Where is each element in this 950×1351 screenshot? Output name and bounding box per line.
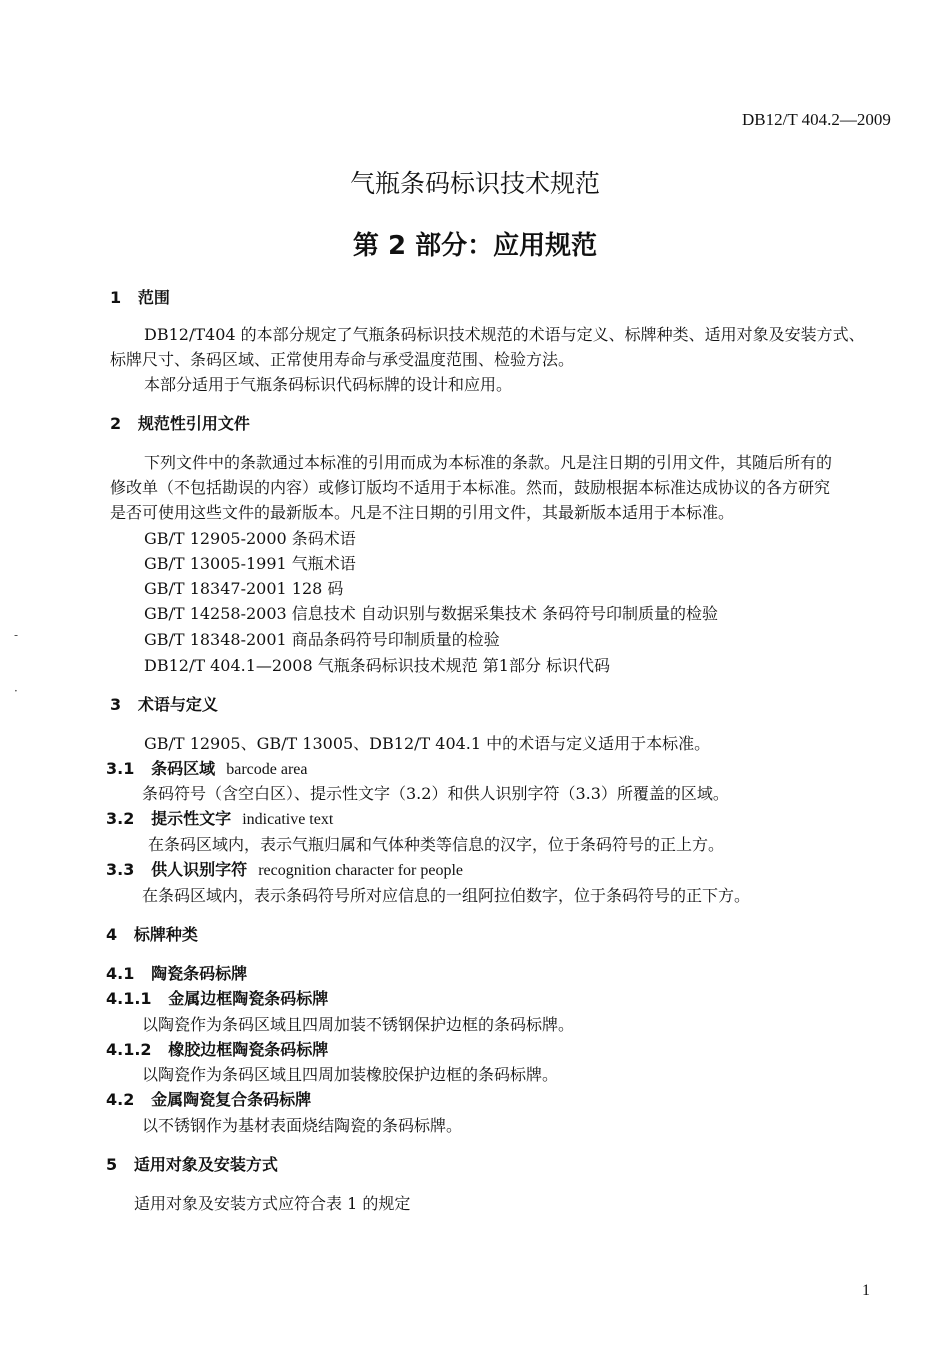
section-title: 规范性引用文件 (137, 414, 250, 433)
section-5-heading (106, 1152, 278, 1175)
document-subtitle: 第 2 部分：应用规范 (352, 231, 598, 261)
reference-item: GB/T 18347-2001 128 码 (144, 579, 344, 598)
subsection-title: 陶瓷条码标牌 (151, 964, 248, 983)
subsection-number: 3.3 (106, 860, 135, 879)
term-english: recognition character for people (258, 862, 463, 879)
subsection-number: 4.1.1 (106, 989, 152, 1008)
reference-item: GB/T 12905-2000 条码术语 (144, 529, 356, 548)
term: 条码区域 (151, 759, 216, 778)
scan-speck: - (14, 628, 19, 642)
reference-item: GB/T 13005-1991 气瓶术语 (144, 554, 356, 573)
section-title: 术语与定义 (137, 695, 218, 714)
reference-item: DB12/T 404.1—2008 气瓶条码标识技术规范 第1部分 标识代码 (144, 656, 611, 675)
paragraph-line: DB12/T404 的本部分规定了气瓶条码标识技术规范的术语与定义、标牌种类、适用对象及安装方式、 (144, 325, 865, 344)
subsection-title: 金属陶瓷复合条码标牌 (151, 1090, 312, 1109)
subsection-3-1-heading (106, 756, 307, 779)
section-number: 4 (106, 925, 118, 944)
subsection-number: 4.2 (106, 1090, 135, 1109)
section-number: 1 (110, 288, 122, 307)
section-number: 3 (110, 695, 122, 714)
subsection-number: 3.2 (106, 809, 135, 828)
section-3-heading (110, 692, 218, 715)
subsection-4-1-1-heading (106, 986, 328, 1009)
definition: 以陶瓷作为条码区域且四周加装不锈钢保护边框的条码标牌。 (142, 1015, 575, 1034)
reference-item: GB/T 14258-2003 信息技术 自动识别与数据采集技术 条码符号印制质量的检验 (144, 604, 718, 623)
subsection-4-2-heading (106, 1087, 311, 1110)
paragraph: GB/T 12905、GB/T 13005、DB12/T 404.1 中的术语与定义适用于本标准。 (144, 734, 711, 753)
page-number: 1 (862, 1282, 870, 1299)
paragraph-line: 下列文件中的条款通过本标准的引用而成为本标准的条款。凡是注日期的引用文件，其随后所有的 (144, 453, 833, 472)
term-english: barcode area (226, 761, 308, 778)
section-1-heading (110, 285, 170, 308)
section-number: 5 (106, 1155, 118, 1174)
subsection-3-2-heading (106, 806, 333, 829)
subsection-number: 4.1 (106, 964, 135, 983)
section-title: 适用对象及安装方式 (133, 1155, 278, 1174)
paragraph-line: 修改单（不包括勘误的内容）或修订版均不适用于本标准。然而，鼓励根据本标准达成协议的各方研究 (110, 478, 831, 497)
definition: 条码符号（含空白区）、提示性文字（3.2）和供人识别字符（3.3）所覆盖的区域。 (142, 784, 729, 803)
subsection-number: 4.1.2 (106, 1040, 152, 1059)
section-number: 2 (110, 414, 122, 433)
section-title: 标牌种类 (133, 925, 198, 944)
term: 提示性文字 (151, 809, 232, 828)
scan-speck: · (14, 684, 18, 698)
reference-item: GB/T 18348-2001 商品条码符号印制质量的检验 (144, 630, 500, 649)
subsection-title: 金属边框陶瓷条码标牌 (168, 989, 329, 1008)
definition: 在条码区域内，表示条码符号所对应信息的一组阿拉伯数字，位于条码符号的正下方。 (142, 886, 751, 905)
paragraph: 适用对象及安装方式应符合表 1 的规定 (134, 1194, 411, 1213)
paragraph-line: 标牌尺寸、条码区域、正常使用寿命与承受温度范围、检验方法。 (110, 350, 575, 369)
subsection-4-1-heading (106, 961, 247, 984)
section-title: 范围 (137, 288, 170, 307)
document-title: 气瓶条码标识技术规范 (349, 169, 600, 198)
definition: 以陶瓷作为条码区域且四周加装橡胶保护边框的条码标牌。 (142, 1065, 559, 1084)
term-english: indicative text (242, 811, 334, 828)
section-2-heading (110, 411, 250, 434)
paragraph: 本部分适用于气瓶条码标识代码标牌的设计和应用。 (144, 375, 513, 394)
standard-number: DB12/T 404.2—2009 (742, 110, 891, 129)
subsection-number: 3.1 (106, 759, 135, 778)
term: 供人识别字符 (151, 860, 248, 879)
subsection-3-3-heading (106, 857, 463, 880)
subsection-title: 橡胶边框陶瓷条码标牌 (168, 1040, 329, 1059)
subsection-4-1-2-heading (106, 1037, 328, 1060)
paragraph-line: 是否可使用这些文件的最新版本。凡是不注日期的引用文件，其最新版本适用于本标准。 (110, 503, 735, 522)
definition: 以不锈钢作为基材表面烧结陶瓷的条码标牌。 (142, 1116, 463, 1135)
definition: 在条码区域内，表示气瓶归属和气体种类等信息的汉字，位于条码符号的正上方。 (148, 835, 725, 854)
section-4-heading (106, 922, 198, 945)
